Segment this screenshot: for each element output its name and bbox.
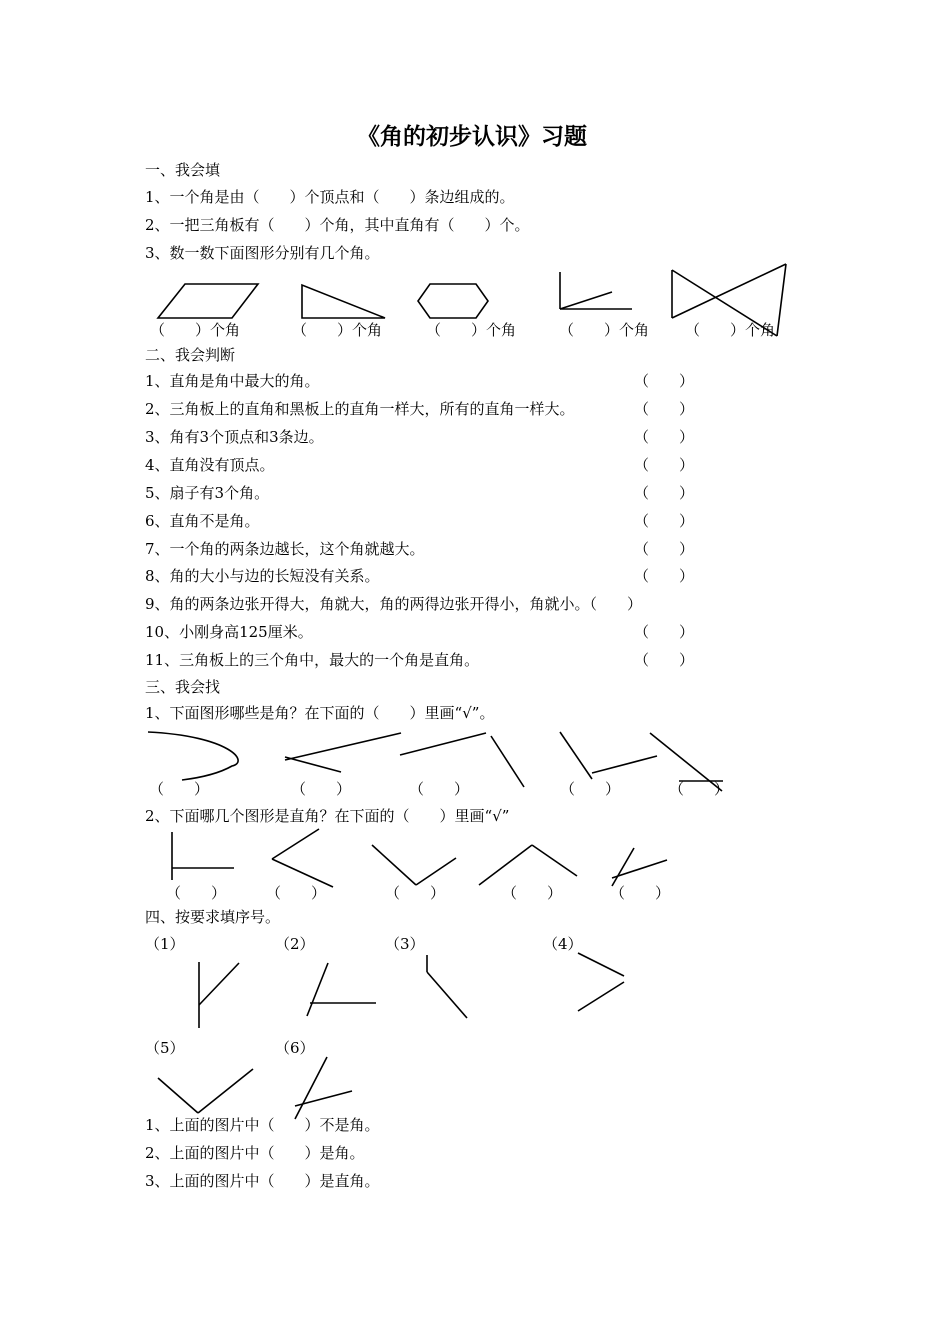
- order-question-3: 3、上面的图片中（ ）是直角。: [145, 1172, 380, 1190]
- order-question-1: 1、上面的图片中（ ）不是角。: [145, 1116, 380, 1134]
- gap-lines-figure: [560, 732, 657, 779]
- find1-paren-5[interactable]: （ ）: [669, 780, 730, 798]
- obtuse-angle-figure-4: [479, 845, 577, 885]
- find2-paren-3[interactable]: （ ）: [385, 884, 446, 902]
- judge-item-7: 7、一个角的两条边越长，这个角就越大。: [145, 540, 425, 558]
- v-angle-figure-3: [372, 845, 456, 885]
- judge-item-8: 8、角的大小与边的长短没有关系。: [145, 567, 380, 585]
- figure-label-6: （6）: [275, 1039, 315, 1057]
- figure-label-2: （2）: [275, 935, 315, 953]
- section2-heading: 二、我会判断: [145, 346, 236, 364]
- order-question-2: 2、上面的图片中（ ）是角。: [145, 1144, 365, 1162]
- find2-paren-4[interactable]: （ ）: [502, 884, 563, 902]
- question-1-1: 1、一个角是由（ ）个顶点和（ ）条边组成的。: [145, 188, 515, 206]
- parallelogram-shape: [158, 284, 258, 318]
- judge-item-5: 5、扇子有3个角。: [145, 484, 270, 502]
- judge-item-4: 4、直角没有顶点。: [145, 456, 275, 474]
- judge-paren-6[interactable]: （ ）: [634, 512, 695, 530]
- judge-paren-7[interactable]: （ ）: [634, 540, 695, 558]
- judge-item-3: 3、角有3个顶点和3条边。: [145, 428, 324, 446]
- judge-item-2: 2、三角板上的直角和黑板上的直角一样大，所有的直角一样大。: [145, 400, 575, 418]
- judge-paren-11[interactable]: （ ）: [634, 651, 695, 669]
- figure-label-4: （4）: [543, 935, 583, 953]
- crossing-figure-5: [612, 848, 667, 886]
- page-title: 《角的初步认识》习题: [357, 123, 587, 150]
- judge-paren-4[interactable]: （ ）: [634, 456, 695, 474]
- judge-item-10: 10、小刚身高125厘米。: [145, 623, 313, 641]
- figure-label-3: （3）: [385, 935, 425, 953]
- figure-2-shape: [307, 963, 376, 1016]
- right-angle-figure-1: [172, 832, 234, 880]
- figure-4-shape: [578, 953, 624, 1011]
- judge-item-1: 1、直角是角中最大的角。: [145, 372, 320, 390]
- judge-item-11: 11、三角板上的三个角中，最大的一个角是直角。: [145, 651, 480, 669]
- find1-paren-1[interactable]: （ ）: [149, 780, 210, 798]
- curve-figure: [148, 732, 238, 780]
- angle-shape: [560, 272, 632, 309]
- judge-paren-3[interactable]: （ ）: [634, 428, 695, 446]
- figure-label-1: （1）: [145, 935, 185, 953]
- figure-3-shape: [427, 955, 467, 1018]
- shape-label-3: （ ）个角: [426, 321, 517, 339]
- find2-paren-5[interactable]: （ ）: [610, 884, 671, 902]
- shape-label-1: （ ）个角: [150, 321, 241, 339]
- figure-5-shape: [158, 1069, 253, 1113]
- figure-label-5: （5）: [145, 1039, 185, 1057]
- shape-label-5: （ ）个角: [685, 321, 776, 339]
- judge-paren-5[interactable]: （ ）: [634, 484, 695, 502]
- separate-lines-figure: [400, 733, 524, 787]
- acute-angle-figure-2: [272, 829, 333, 887]
- judge-paren-10[interactable]: （ ）: [634, 623, 695, 641]
- crossing-lines-figure: [285, 733, 401, 772]
- judge-item-6: 6、直角不是角。: [145, 512, 260, 530]
- find2-paren-1[interactable]: （ ）: [166, 884, 227, 902]
- shape-label-4: （ ）个角: [559, 321, 650, 339]
- section3-heading: 三、我会找: [145, 678, 221, 696]
- judge-item-9: 9、角的两条边张开得大，角就大，角的两得边张开得小，角就小。（ ）: [145, 595, 643, 613]
- judge-paren-8[interactable]: （ ）: [634, 567, 695, 585]
- question-1-3: 3、数一数下面图形分别有几个角。: [145, 244, 380, 262]
- hexagon-shape: [418, 284, 488, 318]
- find-question-2: 2、下面哪几个图形是直角？在下面的（ ）里画“√”: [145, 807, 510, 825]
- find1-paren-4[interactable]: （ ）: [560, 780, 621, 798]
- triangle-shape: [302, 285, 385, 318]
- find1-paren-3[interactable]: （ ）: [409, 780, 470, 798]
- judge-paren-2[interactable]: （ ）: [634, 400, 695, 418]
- shape-label-2: （ ）个角: [292, 321, 383, 339]
- find1-paren-2[interactable]: （ ）: [291, 780, 352, 798]
- section1-heading: 一、我会填: [145, 161, 221, 179]
- question-1-2: 2、一把三角板有（ ）个角，其中直角有（ ）个。: [145, 216, 530, 234]
- find-question-1: 1、下面图形哪些是角？在下面的（ ）里画“√”。: [145, 704, 495, 722]
- figure-1-shape: [199, 962, 239, 1028]
- judge-paren-1[interactable]: （ ）: [634, 372, 695, 390]
- find2-paren-2[interactable]: （ ）: [266, 884, 327, 902]
- section4-heading: 四、按要求填序号。: [145, 908, 281, 926]
- figure-6-shape: [295, 1057, 352, 1119]
